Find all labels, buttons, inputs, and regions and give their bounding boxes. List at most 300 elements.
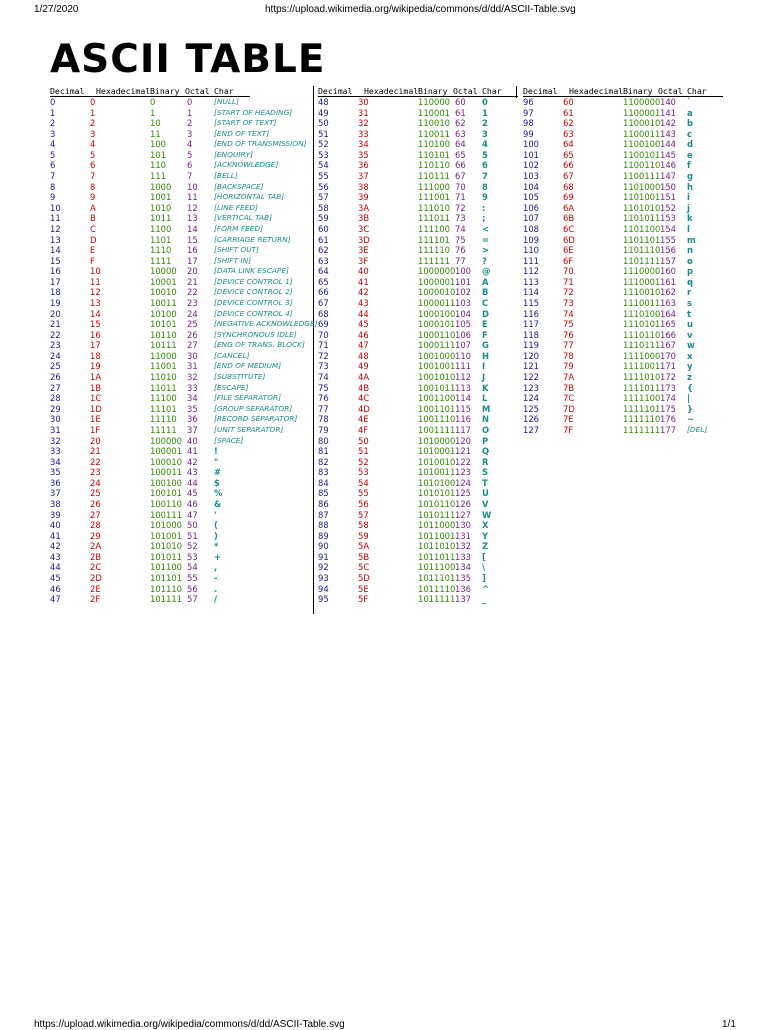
char-cell: [DEL] <box>687 424 708 434</box>
hex-cell: 22 <box>90 456 101 467</box>
decimal-cell: 42 <box>50 541 61 552</box>
char-cell: k <box>687 213 693 224</box>
decimal-cell: 109 <box>523 234 539 245</box>
hex-cell: 37 <box>358 171 369 182</box>
table-section-1 <box>50 86 318 605</box>
table-section-2 <box>318 86 518 605</box>
table-row <box>318 467 518 478</box>
table-row <box>50 160 279 171</box>
octal-cell: 162 <box>660 287 676 298</box>
hex-cell: E <box>90 245 96 256</box>
hex-cell: 5E <box>358 583 369 594</box>
binary-cell: 1111111 <box>623 424 661 435</box>
char-cell: . <box>214 583 218 594</box>
octal-cell: 71 <box>455 192 466 203</box>
table-row <box>523 340 723 351</box>
decimal-cell: 94 <box>318 583 329 594</box>
octal-cell: 13 <box>187 213 198 224</box>
hex-cell: 4A <box>358 372 370 383</box>
binary-cell: 11001 <box>150 361 177 372</box>
hex-cell: 26 <box>90 498 101 509</box>
binary-cell: 10001 <box>150 276 177 287</box>
decimal-cell: 51 <box>318 128 329 139</box>
table-row <box>318 562 518 573</box>
binary-cell: 1111000 <box>623 350 661 361</box>
table-row <box>523 235 723 246</box>
table-section-3 <box>523 86 723 436</box>
char-cell: D <box>482 308 489 319</box>
table-row <box>318 372 518 383</box>
hex-cell: 30 <box>358 97 369 107</box>
binary-cell: 1110110 <box>623 329 661 340</box>
binary-cell: 11110 <box>150 414 177 425</box>
table-row <box>50 552 250 563</box>
hex-cell: 63 <box>563 128 574 139</box>
binary-cell: 1000011 <box>418 297 456 308</box>
octal-cell: 133 <box>455 551 471 562</box>
char-cell: y <box>687 361 693 372</box>
char-cell: [ <box>482 551 486 562</box>
binary-cell: 110011 <box>418 128 450 139</box>
octal-cell: 101 <box>455 276 471 287</box>
decimal-cell: 62 <box>318 245 329 256</box>
octal-cell: 17 <box>187 255 198 266</box>
octal-cell: 41 <box>187 446 198 457</box>
table-row <box>318 150 518 161</box>
table-row <box>50 107 293 119</box>
table-row <box>523 182 723 193</box>
char-cell: & <box>214 498 222 509</box>
octal-cell: 176 <box>660 414 676 425</box>
octal-cell: 100 <box>455 266 471 277</box>
octal-cell: 132 <box>455 541 471 552</box>
decimal-cell: 76 <box>318 393 329 404</box>
char-cell: % <box>214 488 223 499</box>
decimal-cell: 117 <box>523 319 539 330</box>
binary-cell: 1000111 <box>418 340 456 351</box>
column-header-char: Char <box>214 86 234 96</box>
table-row <box>50 457 250 468</box>
binary-cell: 111110 <box>418 245 450 256</box>
char-cell: = <box>482 234 490 245</box>
hex-cell: 2B <box>90 551 102 562</box>
char-cell: [NULL] <box>214 97 239 106</box>
decimal-cell: 52 <box>318 139 329 150</box>
char-cell: 5 <box>482 149 488 160</box>
octal-cell: 157 <box>660 255 676 266</box>
char-cell: | <box>687 393 691 404</box>
hex-cell: 7 <box>90 171 96 182</box>
char-cell: p <box>687 266 693 277</box>
decimal-cell: 108 <box>523 223 539 234</box>
table-row <box>318 97 518 108</box>
hex-cell: 31 <box>358 107 369 118</box>
octal-cell: 37 <box>187 424 198 435</box>
decimal-cell: 53 <box>318 149 329 160</box>
column-divider <box>313 86 314 614</box>
table-row <box>523 213 723 224</box>
hex-cell: 5B <box>358 551 370 562</box>
hex-cell: 57 <box>358 509 369 520</box>
char-cell: ; <box>482 213 486 224</box>
column-header-row <box>318 86 518 97</box>
char-cell: B <box>482 287 489 298</box>
table-row <box>523 160 723 171</box>
decimal-cell: 90 <box>318 541 329 552</box>
table-row <box>523 425 723 436</box>
decimal-cell: 111 <box>523 255 539 266</box>
char-cell: { <box>687 382 693 393</box>
decimal-cell: 78 <box>318 414 329 425</box>
binary-cell: 1001011 <box>418 382 456 393</box>
binary-cell: 1110 <box>150 245 172 256</box>
decimal-cell: 11 <box>50 213 61 224</box>
octal-cell: 40 <box>187 435 198 446</box>
decimal-cell: 96 <box>523 97 534 107</box>
char-cell: < <box>482 223 490 234</box>
binary-cell: 11101 <box>150 403 177 414</box>
table-row <box>523 414 723 425</box>
hex-cell: 51 <box>358 446 369 457</box>
table-row <box>318 488 518 499</box>
hex-cell: 7A <box>563 372 575 383</box>
table-row <box>50 467 250 478</box>
binary-cell: 1010001 <box>418 446 456 457</box>
table-row <box>318 351 518 362</box>
table-row <box>50 256 250 267</box>
octal-cell: 14 <box>187 223 198 234</box>
column-header-hexadecimal: Hexadecimal <box>96 86 151 96</box>
hex-cell: 68 <box>563 181 574 192</box>
char-cell: 6 <box>482 160 488 171</box>
char-cell: } <box>687 403 693 414</box>
octal-cell: 12 <box>187 202 198 213</box>
octal-cell: 112 <box>455 372 471 383</box>
decimal-cell: 50 <box>318 118 329 129</box>
decimal-cell: 59 <box>318 213 329 224</box>
hex-cell: 27 <box>90 509 101 520</box>
table-row <box>50 234 291 246</box>
hex-cell: 25 <box>90 488 101 499</box>
octal-cell: 54 <box>187 562 198 573</box>
char-cell: : <box>482 202 486 213</box>
decimal-cell: 63 <box>318 255 329 266</box>
octal-cell: 111 <box>455 361 471 372</box>
char-cell: [START OF TEXT] <box>214 118 277 128</box>
decimal-cell: 115 <box>523 297 539 308</box>
octal-cell: 163 <box>660 297 676 308</box>
hex-cell: 42 <box>358 287 369 298</box>
hex-cell: 7B <box>563 382 575 393</box>
decimal-cell: 77 <box>318 403 329 414</box>
octal-cell: 167 <box>660 340 676 351</box>
char-cell: H <box>482 350 490 361</box>
table-row <box>50 351 250 362</box>
print-date: 1/27/2020 <box>34 4 79 15</box>
octal-cell: 76 <box>455 245 466 256</box>
decimal-cell: 14 <box>50 245 61 256</box>
octal-cell: 146 <box>660 160 676 171</box>
binary-cell: 110100 <box>418 139 450 150</box>
decimal-cell: 67 <box>318 297 329 308</box>
table-row <box>318 520 518 531</box>
hex-cell: 7E <box>563 414 574 425</box>
decimal-cell: 100 <box>523 139 539 150</box>
hex-cell: D <box>90 234 97 245</box>
binary-cell: 111010 <box>418 202 450 213</box>
decimal-cell: 55 <box>318 171 329 182</box>
octal-cell: 170 <box>660 350 676 361</box>
octal-cell: 122 <box>455 456 471 467</box>
decimal-cell: 49 <box>318 107 329 118</box>
octal-cell: 174 <box>660 393 676 404</box>
octal-cell: 102 <box>455 287 471 298</box>
char-cell: [FILE SEPARATOR] <box>214 393 281 403</box>
octal-cell: 116 <box>455 414 471 425</box>
char-cell: ) <box>214 530 218 541</box>
char-cell: J <box>482 372 486 383</box>
octal-cell: 26 <box>187 329 198 340</box>
octal-cell: 46 <box>187 498 198 509</box>
octal-cell: 175 <box>660 403 676 414</box>
binary-cell: 1011001 <box>418 530 456 541</box>
binary-cell: 1100011 <box>623 128 661 139</box>
hex-cell: 76 <box>563 329 574 340</box>
octal-cell: 115 <box>455 403 471 414</box>
decimal-cell: 125 <box>523 403 539 414</box>
table-row <box>523 277 723 288</box>
char-cell: $ <box>214 477 220 488</box>
octal-cell: 107 <box>455 340 471 351</box>
column-header-binary: Binary <box>418 86 448 96</box>
hex-cell: A <box>90 202 96 213</box>
hex-cell: C <box>90 223 96 234</box>
decimal-cell: 39 <box>50 509 61 520</box>
hex-cell: 4D <box>358 403 370 414</box>
octal-cell: 22 <box>187 287 198 298</box>
binary-cell: 1001010 <box>418 372 456 383</box>
binary-cell: 1001001 <box>418 361 456 372</box>
table-row <box>318 330 518 341</box>
char-cell: > <box>482 245 490 256</box>
column-header-row <box>523 86 723 97</box>
char-cell: [DATA LINK ESCAPE] <box>214 266 289 276</box>
binary-cell: 110010 <box>418 118 450 129</box>
decimal-cell: 64 <box>318 266 329 277</box>
print-url-header: https://upload.wikimedia.org/wikipedia/commons/d/dd/ASCII-Table.svg <box>265 4 576 15</box>
decimal-cell: 80 <box>318 435 329 446</box>
binary-cell: 1010111 <box>418 509 456 520</box>
octal-cell: 145 <box>660 149 676 160</box>
char-cell: f <box>687 160 691 171</box>
char-cell: [RECORD SEPARATOR] <box>214 414 298 424</box>
decimal-cell: 124 <box>523 393 539 404</box>
octal-cell: 151 <box>660 192 676 203</box>
octal-cell: 6 <box>187 160 193 171</box>
decimal-cell: 28 <box>50 393 61 404</box>
table-row <box>50 383 250 394</box>
char-cell: x <box>687 350 693 361</box>
table-row <box>318 436 518 447</box>
table-row <box>50 499 250 510</box>
hex-cell: 3E <box>358 245 369 256</box>
binary-cell: 1011 <box>150 213 172 224</box>
binary-cell: 1101101 <box>623 234 661 245</box>
char-cell: h <box>687 181 693 192</box>
octal-cell: 120 <box>455 435 471 446</box>
table-row <box>50 139 307 150</box>
hex-cell: 49 <box>358 361 369 372</box>
char-cell: Y <box>482 530 489 541</box>
char-cell: s <box>687 297 692 308</box>
hex-cell: 4C <box>358 393 370 404</box>
binary-cell: 1101110 <box>623 245 661 256</box>
binary-cell: 100 <box>150 139 166 150</box>
octal-cell: 150 <box>660 181 676 192</box>
table-row <box>50 361 282 372</box>
table-row <box>523 97 723 108</box>
binary-cell: 100101 <box>150 488 182 499</box>
char-cell: z <box>687 372 692 383</box>
table-row <box>50 118 277 129</box>
table-row <box>523 256 723 267</box>
char-cell: o <box>687 255 693 266</box>
binary-cell: 1011101 <box>418 573 456 584</box>
decimal-cell: 71 <box>318 340 329 351</box>
char-cell: [CANCEL] <box>214 350 250 360</box>
decimal-cell: 17 <box>50 276 61 287</box>
binary-cell: 1111011 <box>623 382 661 393</box>
char-cell: # <box>214 467 222 478</box>
decimal-cell: 46 <box>50 583 61 594</box>
decimal-cell: 37 <box>50 488 61 499</box>
decimal-cell: 83 <box>318 467 329 478</box>
hex-cell: 58 <box>358 520 369 531</box>
hex-cell: 21 <box>90 446 101 457</box>
table-row <box>318 160 518 171</box>
decimal-cell: 43 <box>50 551 61 562</box>
char-cell: [NEGATIVE ACKNOWLEDGE] <box>214 319 318 329</box>
decimal-cell: 24 <box>50 350 61 361</box>
hex-cell: 55 <box>358 488 369 499</box>
char-cell: n <box>687 245 693 256</box>
octal-cell: 66 <box>455 160 466 171</box>
decimal-cell: 54 <box>318 160 329 171</box>
table-row <box>50 372 266 383</box>
binary-cell: 10 <box>150 118 161 129</box>
hex-cell: 32 <box>358 118 369 129</box>
decimal-cell: 122 <box>523 372 539 383</box>
octal-cell: 61 <box>455 107 466 118</box>
octal-cell: 52 <box>187 541 198 552</box>
hex-cell: 16 <box>90 329 101 340</box>
char-cell: O <box>482 424 490 435</box>
decimal-cell: 44 <box>50 562 61 573</box>
table-row <box>318 129 518 140</box>
char-cell: [SYNCHRONOUS IDLE] <box>214 329 297 339</box>
column-header-hexadecimal: Hexadecimal <box>364 86 419 96</box>
binary-cell: 1110001 <box>623 276 661 287</box>
binary-cell: 1000101 <box>418 319 456 330</box>
binary-cell: 10100 <box>150 308 177 319</box>
binary-cell: 1010100 <box>418 477 456 488</box>
decimal-cell: 15 <box>50 255 61 266</box>
hex-cell: 75 <box>563 319 574 330</box>
char-cell: a <box>687 107 693 118</box>
octal-cell: 134 <box>455 562 471 573</box>
char-cell: ^ <box>482 583 490 594</box>
binary-cell: 100110 <box>150 498 182 509</box>
column-header-decimal: Decimal <box>50 86 85 96</box>
table-row <box>50 223 263 235</box>
char-cell: d <box>687 139 693 150</box>
table-row <box>50 340 305 351</box>
char-cell: L <box>482 393 488 404</box>
hex-cell: 15 <box>90 319 101 330</box>
hex-cell: 1F <box>90 424 101 435</box>
octal-cell: 70 <box>455 181 466 192</box>
decimal-cell: 18 <box>50 287 61 298</box>
decimal-cell: 86 <box>318 498 329 509</box>
char-cell: ` <box>687 97 692 107</box>
char-cell: [DEVICE CONTROL 1] <box>214 276 293 286</box>
decimal-cell: 23 <box>50 340 61 351</box>
binary-cell: 1101001 <box>623 192 661 203</box>
hex-cell: 5 <box>90 149 96 160</box>
table-row <box>318 393 518 404</box>
char-cell: V <box>482 498 489 509</box>
decimal-cell: 123 <box>523 382 539 393</box>
char-cell: S <box>482 467 489 478</box>
char-cell: - <box>214 573 218 584</box>
hex-cell: 54 <box>358 477 369 488</box>
decimal-cell: 22 <box>50 329 61 340</box>
decimal-cell: 56 <box>318 181 329 192</box>
hex-cell: 24 <box>90 477 101 488</box>
char-cell: @ <box>482 266 491 277</box>
column-header-decimal: Decimal <box>318 86 353 96</box>
binary-cell: 1100111 <box>623 171 661 182</box>
octal-cell: 62 <box>455 118 466 129</box>
binary-cell: 1011111 <box>418 594 456 605</box>
decimal-cell: 41 <box>50 530 61 541</box>
char-cell: b <box>687 118 693 129</box>
hex-cell: 6 <box>90 160 96 171</box>
char-cell: [DEVICE CONTROL 3] <box>214 297 293 307</box>
binary-cell: 1111100 <box>623 393 661 404</box>
binary-cell: 11000 <box>150 350 177 361</box>
octal-cell: 106 <box>455 329 471 340</box>
octal-cell: 156 <box>660 245 676 256</box>
char-cell: A <box>482 276 489 287</box>
binary-cell: 110001 <box>418 107 450 118</box>
table-row <box>523 118 723 129</box>
octal-cell: 23 <box>187 297 198 308</box>
decimal-cell: 116 <box>523 308 539 319</box>
decimal-cell: 38 <box>50 498 61 509</box>
binary-cell: 101111 <box>150 594 182 605</box>
binary-cell: 1100 <box>150 223 172 234</box>
table-row <box>318 108 518 119</box>
octal-cell: 137 <box>455 594 471 605</box>
decimal-cell: 91 <box>318 551 329 562</box>
char-cell: j <box>687 202 690 213</box>
hex-cell: 65 <box>563 149 574 160</box>
binary-cell: 1000110 <box>418 329 456 340</box>
table-row <box>318 309 518 320</box>
decimal-cell: 88 <box>318 520 329 531</box>
octal-cell: 141 <box>660 107 676 118</box>
